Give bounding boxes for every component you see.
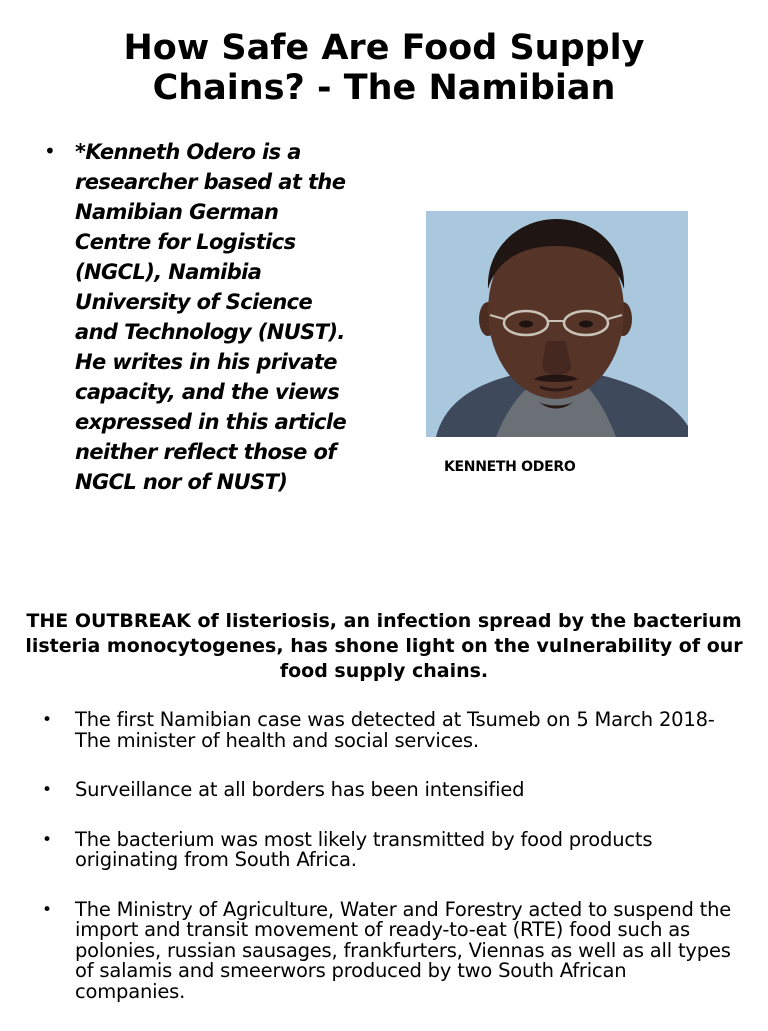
page-title bbox=[0, 28, 768, 108]
photo-caption: KENNETH ODERO bbox=[444, 459, 576, 475]
bullet-icon: • bbox=[42, 710, 53, 730]
list-item-text: The bacterium was most likely transmitted by food products originating from South Africa. bbox=[75, 827, 653, 871]
portrait-image bbox=[426, 211, 688, 437]
list-item bbox=[38, 827, 738, 871]
list-item bbox=[38, 897, 738, 1003]
bullet-icon: • bbox=[42, 829, 53, 850]
list-item bbox=[38, 780, 738, 801]
list-item-text: The first Namibian case was detected at Tsumeb on 5 March 2018- The minister of health and social services. bbox=[75, 708, 715, 752]
title-line-2: Chains? - The Namibian bbox=[152, 68, 616, 108]
lead-paragraph: THE OUTBREAK of listeriosis, an infection spread by the bacterium listeria monocytogenes, has shone light on the vulnerability of our food supply chains. bbox=[25, 610, 743, 682]
bullet-icon: • bbox=[42, 780, 53, 800]
list-item bbox=[38, 710, 738, 751]
author-bio-list bbox=[40, 137, 360, 497]
title-line-1: How Safe Are Food Supply bbox=[123, 28, 645, 68]
author-bio-item bbox=[40, 137, 360, 497]
author-bio-text: *Kenneth Odero is a researcher based at the Namibian German Centre for Logistics (NGCL), Namibia University of Science and Technology (NUST). He writes in his private capacity, and the views expressed in this article neither reflect those of NGCL nor of NUST) bbox=[75, 140, 347, 494]
author-photo bbox=[426, 211, 688, 437]
key-points-list bbox=[38, 710, 738, 1031]
bullet-icon: • bbox=[44, 139, 56, 163]
list-item-text: Surveillance at all borders has been intensified bbox=[75, 778, 525, 801]
list-item-text: The Ministry of Agriculture, Water and Forestry acted to suspend the import and transit movement of ready-to-eat (RTE) food such as polonies, russian sausages, frankfurters, Viennas as well as all types of salamis and smeerwors produced by two South African companies. bbox=[75, 897, 732, 1003]
bullet-icon: • bbox=[42, 899, 53, 920]
